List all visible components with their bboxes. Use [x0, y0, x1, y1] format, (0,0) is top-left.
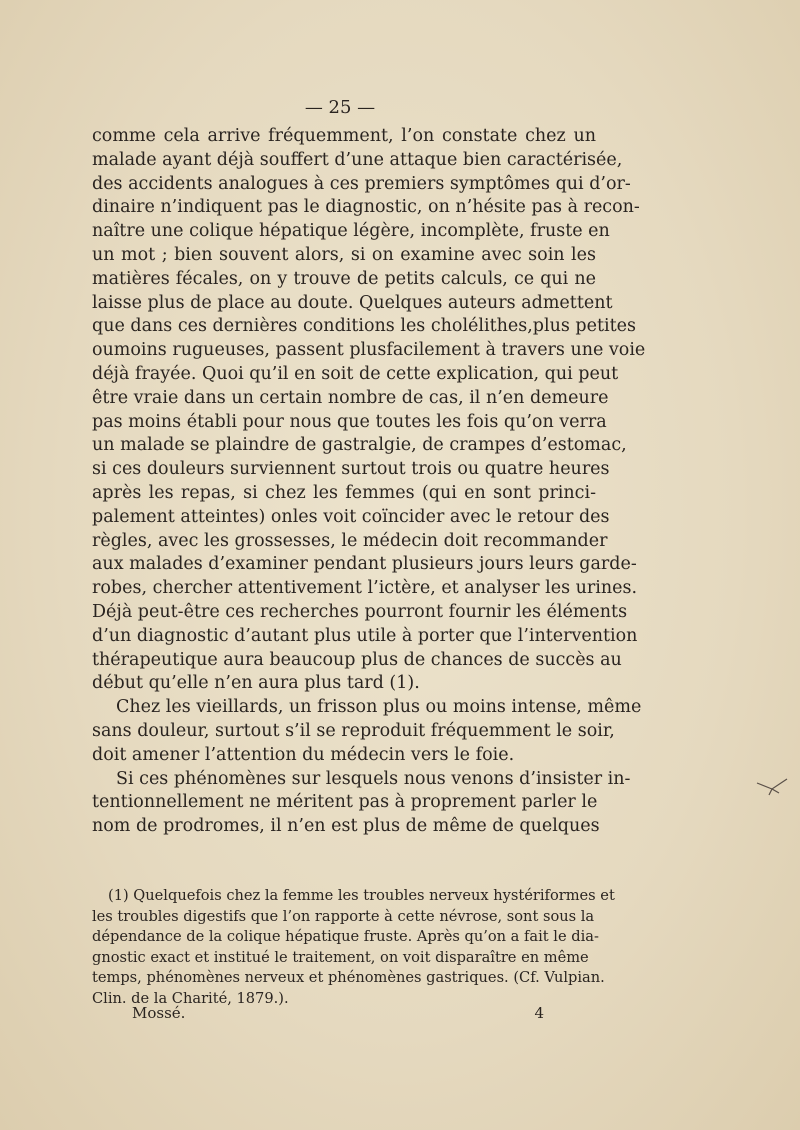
text-line: Chez les vieillards, un frisson plus ou moins intense, même — [116, 697, 642, 718]
text-line: oumoins rugueuses, passent plusfacilement à travers une voie — [92, 340, 646, 361]
footnote-line: Clin. de la Charité, 1879.). — [92, 989, 289, 1007]
printer-signature — [132, 1002, 544, 1024]
text-line: règles, avec les grossesses, le médecin doit recommander — [92, 530, 608, 551]
footnote-line: (1) Quelquefois chez la femme les troubles nerveux hystériformes et — [108, 887, 615, 904]
text-line: laisse plus de place au doute. Quelques auteurs admettent — [92, 292, 613, 313]
signature-author: Mossé. — [132, 1004, 186, 1022]
text-line: être vraie dans un certain nombre de cas, il n’en demeure — [92, 387, 609, 408]
footnote-line: dépendance de la colique hépatique fruste. Après qu’on a fait le dia- — [92, 928, 599, 946]
signature-sheet-number: 4 — [534, 1004, 544, 1022]
text-line: naître une colique hépatique légère, incomplète, fruste en — [92, 221, 610, 242]
text-line: sans douleur, surtout s’il se reproduit fréquemment le soir, — [92, 720, 615, 741]
text-line: un mot ; bien souvent alors, si on examine avec soin les — [92, 244, 596, 265]
footnote-line: temps, phénomènes nerveux et phénomènes gastriques. (Cf. Vulpian. — [92, 969, 605, 987]
text-line: palement atteintes) onles voit coïncider avec le retour des — [92, 506, 610, 527]
footnote — [92, 886, 615, 1010]
text-line: Déjà peut-être ces recherches pourront fournir les éléments — [92, 601, 628, 622]
text-line: tentionnellement ne méritent pas à proprement parler le — [92, 792, 598, 813]
text-line: nom de prodromes, il n’en est plus de même de quelques — [92, 816, 600, 837]
text-line: après les repas, si chez les femmes (qui en sont princi- — [92, 482, 596, 503]
text-line: matières fécales, on y trouve de petits calculs, ce qui ne — [92, 268, 596, 289]
text-line: des accidents analogues à ces premiers symptômes qui d’or- — [92, 173, 631, 194]
footnote-line: les troubles digestifs que l’on rapporte à cette névrose, sont sous la — [92, 907, 595, 925]
text-line: dinaire n’indiquent pas le diagnostic, on n’hésite pas à recon- — [92, 197, 640, 218]
text-line: Si ces phénomènes sur lesquels nous venons d’insister in- — [116, 768, 631, 789]
text-line: déjà frayée. Quoi qu’il en soit de cette explication, qui peut — [92, 363, 619, 384]
text-line: doit amener l’attention du médecin vers le foie. — [92, 744, 515, 765]
text-line: comme cela arrive fréquemment, l’on constate chez un — [92, 126, 596, 146]
text-line: d’un diagnostic d’autant plus utile à porter que l’intervention — [92, 625, 638, 646]
text-line: robes, chercher attentivement l’ictère, et analyser les urines. — [92, 578, 638, 599]
text-line: malade ayant déjà souffert d’une attaque bien caractérisée, — [92, 149, 623, 170]
text-line: aux malades d’examiner pendant plusieurs jours leurs garde- — [92, 554, 637, 575]
margin-pencil-mark — [755, 775, 789, 799]
text-line: que dans ces dernières conditions les cholélithes,plus petites — [92, 316, 636, 337]
text-line: si ces douleurs surviennent surtout trois ou quatre heures — [92, 459, 610, 480]
footnote-line: gnostic exact et institué le traitement, on voit disparaître en même — [92, 948, 589, 966]
text-line: début qu’elle n’en aura plus tard (1). — [92, 673, 420, 694]
main-text — [92, 125, 646, 839]
text-line: un malade se plaindre de gastralgie, de crampes d’estomac, — [92, 435, 627, 456]
text-line: thérapeutique aura beaucoup plus de chances de succès au — [92, 649, 622, 670]
page-number: — 25 — — [304, 97, 376, 118]
text-line: pas moins établi pour nous que toutes les fois qu’on verra — [92, 411, 607, 432]
